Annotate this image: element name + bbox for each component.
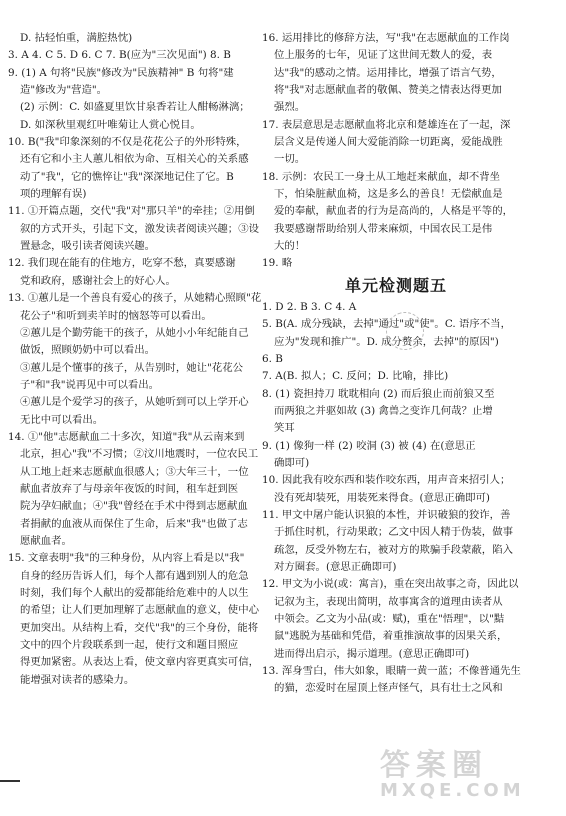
- answer-line: 者捐献的血液从而保住了生命，后来"我"也做了志: [20, 517, 248, 530]
- answer-line: 应为"发现和推广"。D. 成分赘余，去掉"的原因"): [274, 335, 499, 348]
- watermark-line-1: 答案圈: [380, 748, 488, 783]
- answer-line: 还有它和小主人蕙儿相依为命、互相关心的关系感: [20, 153, 249, 166]
- answer-line: 中领会。乙文为小品(或：赋)，重在"悟理"，以"黠: [274, 613, 505, 625]
- answer-line: 的猫，恋爱时在屋顶上怪声怪气，具有壮士之风和: [274, 682, 503, 695]
- answer-line: 8. (1) 瓷担持刀 耽耽相向 (2) 而后狼止而前狼又至: [262, 387, 495, 400]
- left-answer-column: [8, 30, 270, 689]
- section-title: 单元检测题五: [344, 275, 447, 295]
- answer-line: 没有死却装死，用装死来得食。(意思正确即可): [274, 491, 490, 504]
- watermark-line-2: MXQE.COM: [380, 780, 525, 801]
- answer-line: 子"和"我"说再见中可以看出。: [20, 378, 160, 391]
- answer-line: ③蕙儿是个懂事的孩子，从告别时，她让"花花公: [20, 361, 243, 374]
- answer-line: 11. 甲文中屠户能认识狼的本性，并识破狼的狡诈，善: [262, 508, 511, 521]
- answer-line: 的希望；让人们更加理解了志愿献血的意义，使中心: [20, 604, 259, 617]
- answer-line: ④蕙儿是个爱学习的孩子，从她听到可以上学开心: [20, 396, 249, 409]
- page-edge-mark: [0, 780, 20, 782]
- answer-line: 北京，担心"我"不习惯；②汶川地震时，一位农民工: [20, 448, 259, 461]
- answer-line: 自身的经历告诉人们，每个人都有遇到别人的危急: [20, 569, 249, 582]
- answer-line: 从工地上赶来志愿献血很感人；③大年三十，一位: [20, 465, 249, 478]
- answer-line: 我要感谢帮助给别人带来麻烦，中国农民工是伟: [274, 222, 493, 235]
- answer-line: 下，怕染脏献血椅，这是多么的善良！无偿献血是: [274, 188, 503, 201]
- answer-line: 得更加紧密。从表达上看，使文章内容更真实可信，: [20, 656, 259, 669]
- answer-line: 层含义是传递人间大爱能消除一切距离，爱能战胜: [274, 136, 503, 149]
- answer-line: 叙的方式开头，引起下文，激发读者阅读兴趣；③设: [20, 222, 259, 235]
- answer-line: 院为孕妇献血；④"我"曾经在手术中得到志愿献血: [20, 500, 248, 513]
- answer-line: 18. 示例：农民工一身土从工地赶来献血，却不背坐: [262, 170, 501, 183]
- right-answer-column: [262, 30, 530, 698]
- answer-line: 置悬念，吸引读者阅读兴趣。: [20, 240, 156, 253]
- answer-line: 于抓住时机，行动果敢；乙文中因人精于伪装，做事: [274, 526, 513, 539]
- answer-line: 造"修改为"营造"。: [20, 84, 108, 97]
- answer-line: 13. ①蕙儿是一个善良有爱心的孩子，从她精心照顾"花: [8, 292, 262, 305]
- answer-line: 10. 因此我有咬东西和装作咬东西，用声音来招引人；: [262, 474, 511, 487]
- answer-line: 鼠"逃脱为基础和凭借，着重推演故事的因果关系，: [274, 630, 508, 643]
- answer-line: 12. 我们现在能有的住地方，吃穿不愁，真要感谢: [8, 257, 236, 270]
- answer-line: 而两狼之并驱如故 (3) 禽兽之变诈几何哉？止增: [274, 404, 493, 417]
- answer-line: 19. 略: [262, 257, 293, 270]
- answer-line: D. 如深秋里观红叶唯菊让人赏心悦目。: [20, 118, 201, 131]
- answer-line: 对方圈套。(意思正确即可): [274, 560, 397, 573]
- answer-line: 16. 运用排比的修辞方法，写"我"在志愿献血的工作岗: [262, 32, 510, 44]
- answer-line: 做饭，照顾奶奶中可以看出。: [20, 344, 156, 357]
- right-answers-top: [262, 30, 530, 273]
- answer-line: 动了"我"，它的憔悴让"我"深深地记住了它。B: [20, 170, 234, 183]
- answer-line: 大的！: [274, 240, 306, 253]
- answer-line: 疏忽，反受外物左右，被对方的欺骗手段蒙蔽，陷入: [274, 543, 513, 556]
- answer-line: 能增强对读者的感染力。: [20, 673, 135, 686]
- answer-line: 项的理解有误): [20, 188, 87, 201]
- answer-line: 更加突出。从结构上看，交代"我"的三个身份，能将: [20, 621, 259, 634]
- answer-line: 15. 文章表明"我"的三种身份，从内容上看是以"我": [8, 552, 245, 565]
- answer-line: 14. ①"他"志愿献血二十多次，知道"我"从云南来到: [8, 430, 245, 443]
- answer-line: 确即可): [274, 456, 310, 469]
- answer-line: 9. (1) 像狗一样 (2) 咬洞 (3) 被 (4) 在(意思正: [262, 439, 476, 452]
- answer-line: 记叙为主，表现出简明，故事寓含的道理由读者从: [274, 595, 503, 608]
- answer-line: 7. A(B. 拟人；C. 反问；D. 比喻，排比): [262, 370, 449, 383]
- right-answers-bottom: [262, 299, 530, 698]
- answer-line: 5. B(A. 成分残缺，去掉"通过"或"使"。C. 语序不当，: [262, 318, 511, 331]
- answer-line: 13. 浑身雪白，伟大如象，眼睛一黄一蓝；不像普通先生: [262, 665, 521, 678]
- answer-line: 3. A 4. C 5. D 6. C 7. B(应为"三次见面") 8. B: [8, 49, 231, 62]
- site-watermark: [380, 740, 560, 810]
- answer-line: 位上服务的七年，见证了这世间无数人的爱，表: [274, 49, 493, 62]
- answer-line: 时刻，我们每个人献出的爱都能给危难中的人以生: [20, 587, 249, 599]
- answer-line: 愿献血者。: [20, 534, 72, 547]
- answer-line: 6. B: [262, 352, 283, 365]
- answer-line: 一切。: [274, 153, 306, 166]
- answer-line: 11. ①开篇点题，交代"我"对"那只羊"的牵挂；②用倒: [8, 205, 255, 218]
- answer-line: 进而得出启示，揭示道理。(意思正确即可): [274, 647, 470, 660]
- answer-line: 爱的奉献，献血者的行为是高尚的，人格是平等的，: [274, 205, 513, 218]
- answer-line: 达"我"的感动之情。运用排比，增强了语言气势，: [274, 66, 502, 79]
- answer-line: ②蕙儿是个勤劳能干的孩子，从她小小年纪能自己: [20, 326, 249, 339]
- answer-line: 花公子"和听到卖羊时的恼怒等可以看出。: [20, 309, 212, 322]
- answer-line: 1. D 2. B 3. C 4. A: [262, 300, 357, 313]
- answer-line: 献血者放弃了与母亲年夜饭的时间，租车赶到医: [20, 482, 239, 495]
- answer-line: 文中的四个片段联系到一起，使行文和题目照应: [20, 639, 239, 652]
- answer-line: 笑耳: [274, 422, 295, 435]
- answer-line: 强烈。: [274, 101, 306, 114]
- answer-line: 9. (1) A 句将"民族"修改为"民族精神" B 句将"建: [8, 66, 234, 79]
- answer-line: (2) 示例：C. 如盛夏里饮甘泉香若让人酣畅淋漓；: [20, 101, 250, 114]
- answer-line: 无比中可以看出。: [20, 413, 104, 426]
- answer-line: 10. B("我"印象深刻的不仅是花花公子的外形特殊，: [8, 136, 247, 149]
- answer-line: D. 拈轻怕重，满腔热忱): [20, 32, 133, 44]
- answer-line: 党和政府，感谢社会上的好心人。: [20, 274, 176, 287]
- answer-line: 17. 表层意思是志愿献血将北京和楚雄连在了一起，深: [262, 118, 511, 131]
- answer-line: 12. 甲文为小说(或：寓言)，重在突出故事之奇，因此以: [262, 578, 519, 591]
- answer-line: 将"我"对志愿献血者的敬佩、赞美之情表达得更加: [274, 84, 502, 97]
